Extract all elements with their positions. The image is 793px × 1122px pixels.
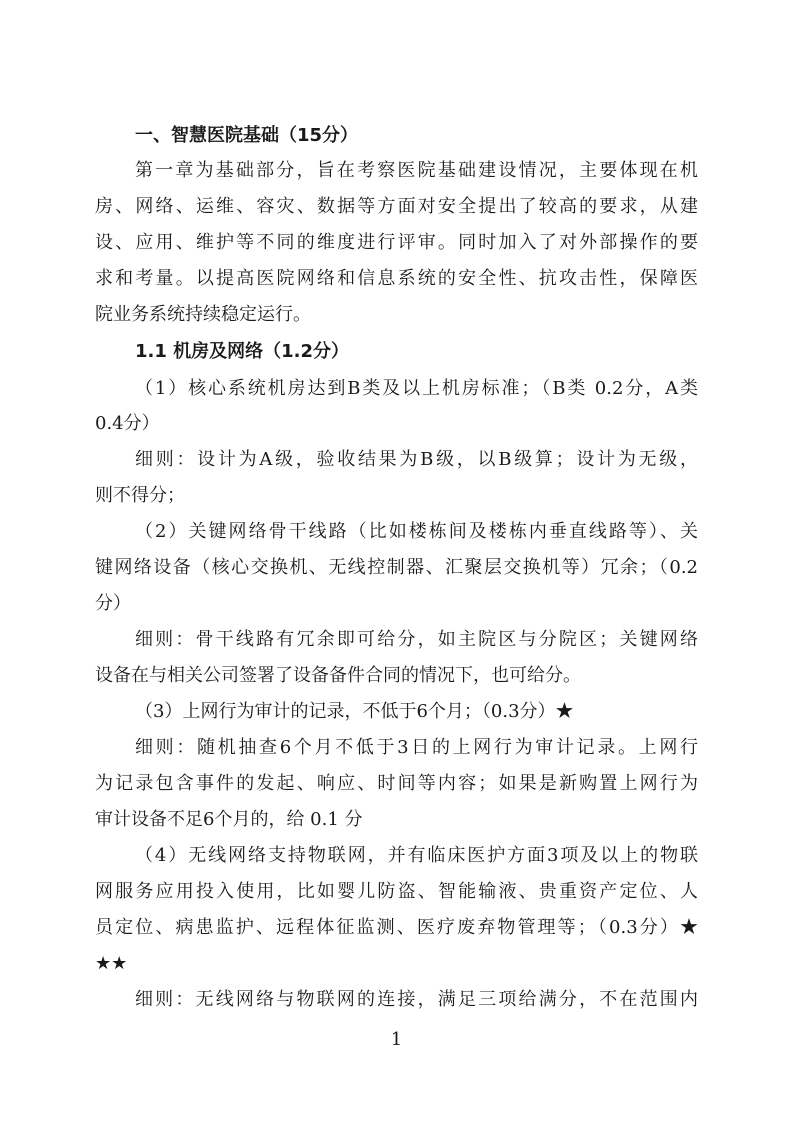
item-line: 键网络设备（核心交换机、无线控制器、汇聚层交换机等）冗余；（0.2 xyxy=(95,557,698,578)
item-line: （4）无线网络支持物联网，并有临床医护方面3项及以上的物联 xyxy=(135,845,698,866)
rule-line: 则不得分； xyxy=(95,485,185,506)
paragraph-line: 设、应用、维护等不同的维度进行评审。同时加入了对外部操作的要 xyxy=(95,232,698,253)
item-line: 0.4分） xyxy=(95,413,160,434)
item-line: （1）核心系统机房达到B类及以上机房标准；（B类 0.2分，A类 xyxy=(135,378,698,399)
item-line: 网服务应用投入使用，比如婴儿防盗、智能输液、贵重资产定位、人 xyxy=(95,881,698,902)
paragraph-line: 院业务系统持续稳定运行。 xyxy=(95,304,311,325)
subsection-heading: 1.1 机房及网络（1.2分） xyxy=(135,341,350,362)
item-line: 员定位、病患监护、远程体征监测、医疗废弃物管理等；（0.3分）★ xyxy=(95,917,698,938)
rule-line: 细则：随机抽查6个月不低于3日的上网行为审计记录。上网行 xyxy=(135,737,698,758)
rule-line: 细则：设计为A级，验收结果为B级，以B级算；设计为无级， xyxy=(135,449,698,470)
item-line: ★★ xyxy=(95,953,128,974)
item-line: （2）关键网络骨干线路（比如楼栋间及楼栋内垂直线路等）、关 xyxy=(135,521,698,542)
paragraph-line: 求和考量。以提高医院网络和信息系统的安全性、抗攻击性，保障医 xyxy=(95,268,698,289)
section-heading: 一、智慧医院基础（15分） xyxy=(135,125,359,146)
rule-line: 细则：无线网络与物联网的连接，满足三项给满分，不在范围内 xyxy=(135,989,698,1010)
rule-line: 细则：骨干线路有冗余即可给分，如主院区与分院区；关键网络 xyxy=(135,629,698,650)
rule-line: 审计设备不足6个月的，给 0.1 分 xyxy=(95,809,363,830)
paragraph-line: 第一章为基础部分，旨在考察医院基础建设情况，主要体现在机 xyxy=(135,160,698,181)
item-line: 分） xyxy=(95,593,131,614)
rule-line: 为记录包含事件的发起、响应、时间等内容；如果是新购置上网行为 xyxy=(95,773,698,794)
page-number: 1 xyxy=(390,1029,403,1050)
item-line: （3）上网行为审计的记录，不低于6个月；（0.3分）★ xyxy=(135,701,574,722)
rule-line: 设备在与相关公司签署了设备备件合同的情况下，也可给分。 xyxy=(95,665,581,686)
paragraph-line: 房、网络、运维、容灾、数据等方面对安全提出了较高的要求，从建 xyxy=(95,196,698,217)
